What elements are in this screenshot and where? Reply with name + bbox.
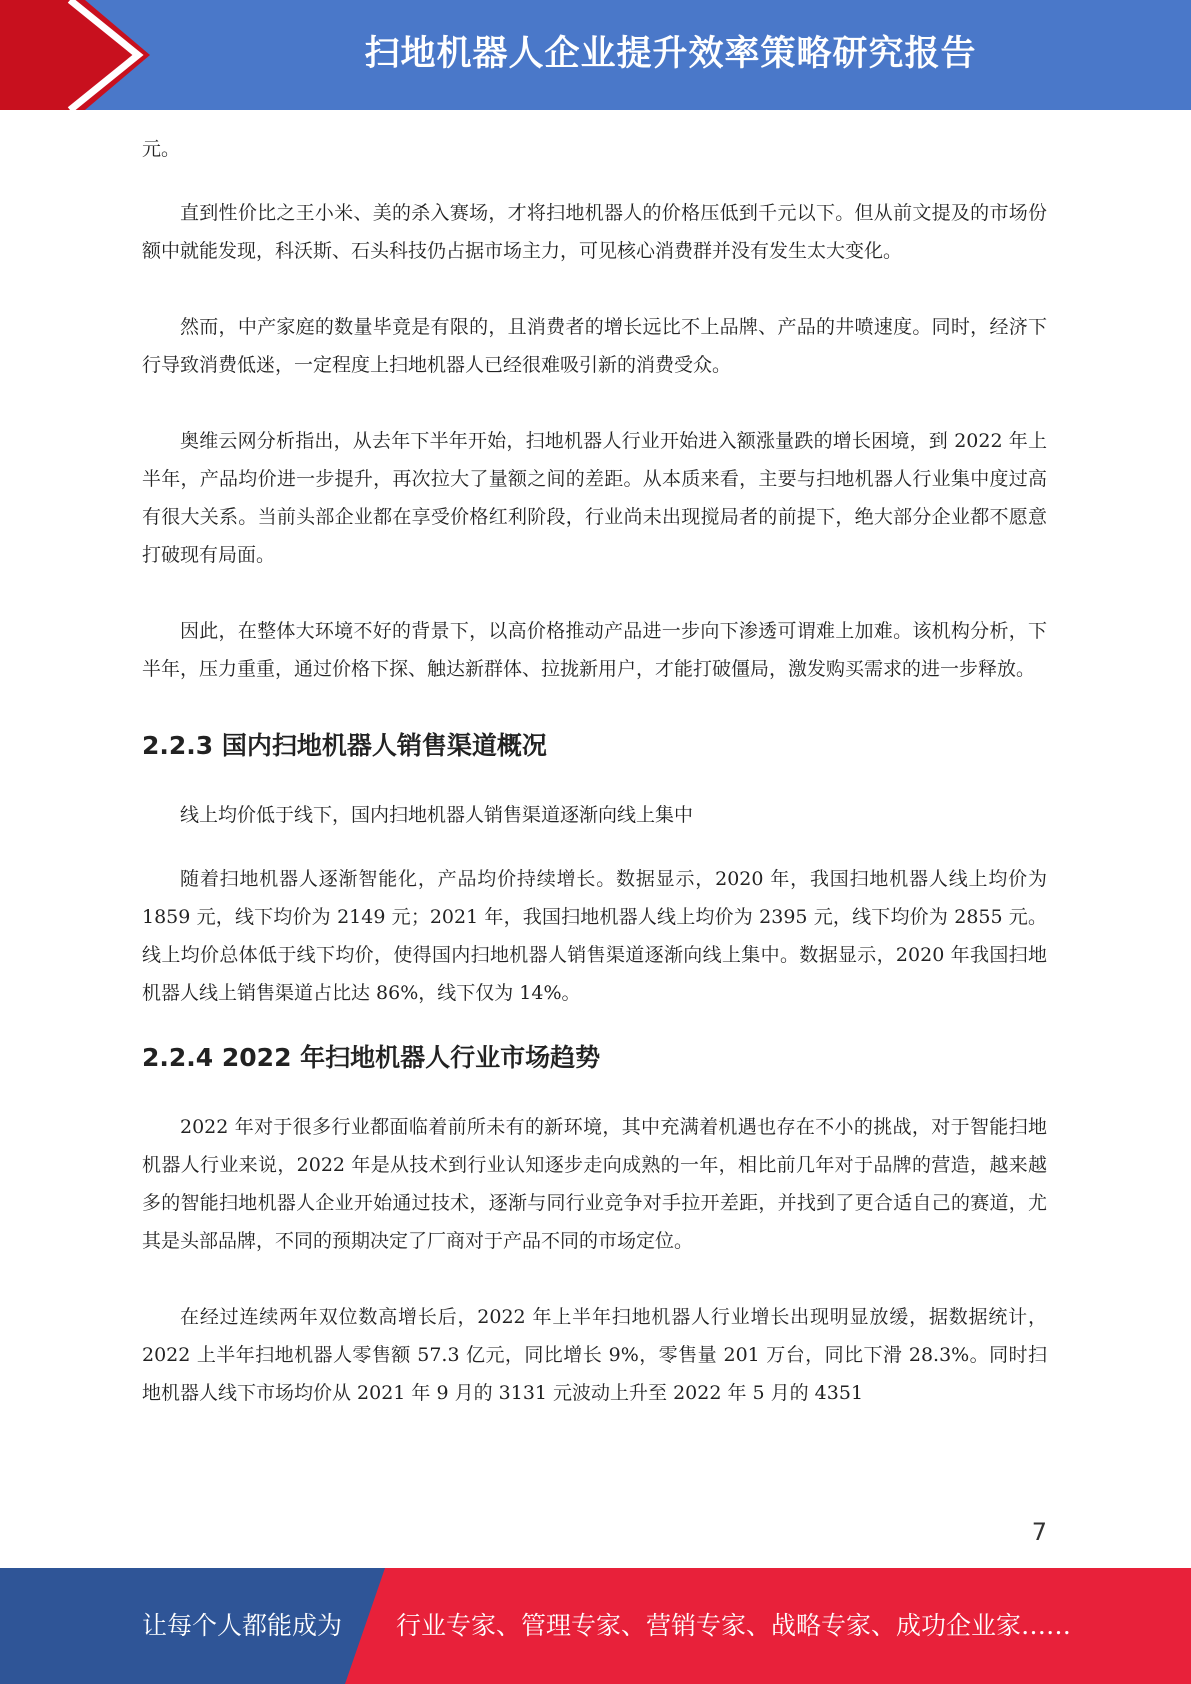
page-number: 7 (1031, 1518, 1047, 1546)
paragraph: 随着扫地机器人逐渐智能化，产品均价持续增长。数据显示，2020 年，我国扫地机器人线上均价为 1859 元，线下均价为 2149 元；2021 年，我国扫地机器人线上均价为 2395 元，线下均价为 2855 元。线上均价总体低于线下均价，使得国内扫地机器人销售渠道逐渐向线上集中。数据显示，2020 年我国扫地机器人线上销售渠道占比达 86%，线下仅为 14%。 (142, 868, 1047, 1004)
page-footer (0, 1568, 1191, 1684)
section-heading-2-2-3: 2.2.3 国内扫地机器人销售渠道概况 (142, 731, 547, 760)
paragraph: 奥维云网分析指出，从去年下半年开始，扫地机器人行业开始进入额涨量跌的增长困境，到 2022 年上半年，产品均价进一步提升，再次拉大了量额之间的差距。从本质来看，主要与扫地机器人行业集中度过高有很大关系。当前头部企业都在享受价格红利阶段，行业尚未出现搅局者的前提下，绝大部分企业都不愿意打破现有局面。 (142, 430, 1047, 566)
footer-slogan-right: 行业专家、管理专家、营销专家、战略专家、成功企业家…… (396, 1611, 1072, 1640)
paragraph: 线上均价低于线下，国内扫地机器人销售渠道逐渐向线上集中 (180, 804, 694, 826)
paragraph: 在经过连续两年双位数高增长后，2022 年上半年扫地机器人行业增长出现明显放缓，据数据统计，2022 上半年扫地机器人零售额 57.3 亿元，同比增长 9%，零售量 201 万台，同比下滑 28.3%。同时扫地机器人线下市场均价从 2021 年 9 月的 3131 元波动上升至 2022 年 5 月的 4351 (142, 1306, 1047, 1404)
paragraph: 然而，中产家庭的数量毕竟是有限的，且消费者的增长远比不上品牌、产品的井喷速度。同时，经济下行导致消费低迷，一定程度上扫地机器人已经很难吸引新的消费受众。 (142, 316, 1047, 376)
page-content (142, 130, 1047, 1450)
paragraph: 元。 (142, 138, 181, 160)
page-header (0, 0, 1191, 110)
paragraph: 直到性价比之王小米、美的杀入赛场，才将扫地机器人的价格压低到千元以下。但从前文提及的市场份额中就能发现，科沃斯、石头科技仍占据市场主力，可见核心消费群并没有发生太大变化。 (142, 202, 1047, 262)
paragraph: 2022 年对于很多行业都面临着前所未有的新环境，其中充满着机遇也存在不小的挑战，对于智能扫地机器人行业来说，2022 年是从技术到行业认知逐步走向成熟的一年，相比前几年对于品牌的营造，越来越多的智能扫地机器人企业开始通过技术，逐渐与同行业竞争对手拉开差距，并找到了更合适自己的赛道，尤其是头部品牌，不同的预期决定了厂商对于产品不同的市场定位。 (142, 1116, 1047, 1252)
section-heading-2-2-4: 2.2.4 2022 年扫地机器人行业市场趋势 (142, 1043, 601, 1072)
footer-slogan-left: 让每个人都能成为 (142, 1611, 343, 1640)
paragraph: 因此，在整体大环境不好的背景下，以高价格推动产品进一步向下渗透可谓难上加难。该机构分析，下半年，压力重重，通过价格下探、触达新群体、拉拢新用户，才能打破僵局，激发购买需求的进一步释放。 (142, 620, 1047, 680)
header-red-chevron-icon (0, 0, 160, 110)
header-title: 扫地机器人企业提升效率策略研究报告 (364, 34, 977, 74)
